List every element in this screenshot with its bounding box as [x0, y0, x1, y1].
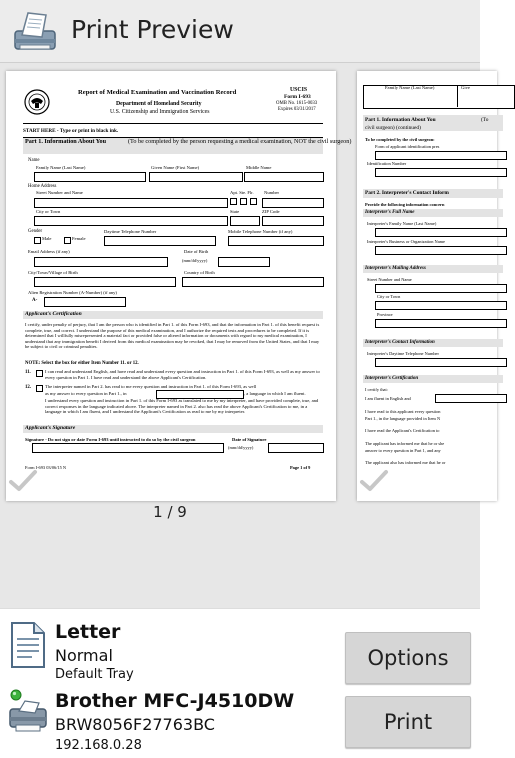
agency: Department of Homeland Security [116, 101, 202, 107]
dob-format: (mm/dd/yyyy) [182, 258, 208, 263]
signature-title: Applicant's Signature [25, 425, 76, 431]
item12-checkbox[interactable] [36, 385, 43, 392]
printer-id: BRW8056F27763BC [55, 715, 215, 734]
daytime-phone-field[interactable] [104, 236, 216, 246]
p2-int-cert: Interpreter's Certification [365, 376, 419, 381]
paper-size: Letter [55, 621, 121, 643]
label-street: Street Number and Name [36, 190, 83, 195]
cert-title: Applicant's Certification [25, 311, 82, 317]
cert-paragraph: I certify, under penalty of perjury, that I am the person who is identified in Part 1. of this Form I-693, and that the information in Part 1. of this benefit request is complete, true, and correct. I understand the purpose of this medical examination, and I authorize the required tests and procedures to be completed. If it is determined that I willfully misrepresented a material fact or provided false or altered information or documents with regard to my medical examination, I understand that any immigration benefit I derived from this medical examination may be revoked, that I may be removed from the United States, and that I may be subject to civil or criminal penalties. [25, 322, 320, 350]
label-state: State [230, 209, 240, 214]
printer-paper-icon [12, 9, 58, 53]
print-button[interactable]: Print [345, 696, 471, 748]
label-date-signature: Date of Signature [232, 437, 267, 442]
item11-checkbox[interactable] [36, 370, 43, 377]
print-quality: Normal [55, 646, 113, 665]
label-family-name: Family Name (Last Name) [36, 165, 86, 170]
signature-field[interactable] [32, 443, 224, 453]
p2-fluent: I am fluent in English and [365, 396, 411, 401]
dhs-seal-icon [24, 89, 50, 115]
female-checkbox[interactable] [64, 237, 71, 244]
label-apt: Apt. Ste. Flr. [230, 190, 254, 195]
label-mobile-phone: Mobile Telephone Number (if any) [228, 229, 293, 234]
page-title: Print Preview [71, 15, 234, 44]
label-country-birth: Country of Birth [184, 270, 215, 275]
form-number: Form I-693 [284, 94, 311, 100]
p2-civil: civil surgeon) (continued) [365, 125, 421, 131]
city-field[interactable] [34, 216, 228, 226]
start-here: START HERE - Type or print in black ink. [23, 128, 119, 134]
a-prefix: A- [32, 298, 38, 303]
label-zip: ZIP Code [262, 209, 280, 214]
male-checkbox[interactable] [34, 237, 41, 244]
state-field[interactable] [230, 216, 260, 226]
part1-title: Part 1. Information About You [25, 138, 107, 145]
p2-informed1: The applicant has informed me that he or she [365, 441, 445, 446]
p2-city: City or Town [377, 294, 401, 299]
item12-line1: The interpreter named in Part 2. has read to me every question and instruction in Part 1. of this Form I-693, as well [45, 384, 257, 389]
p2-part1-note: (To [481, 117, 489, 123]
options-button[interactable]: Options [345, 632, 471, 684]
p2-int-family: Interpreter's Family Name (Last Name) [367, 221, 437, 226]
p2-int-business: Interpreter's Business or Organization Name [367, 239, 446, 244]
item12-line3: , a language in which I am fluent. [244, 391, 306, 396]
number-field[interactable] [262, 198, 324, 208]
preview-area[interactable] [0, 63, 489, 608]
p2-read-every: I have read to this applicant every question [365, 409, 441, 414]
p2-part1-title: Part 1. Information About You [365, 117, 436, 123]
part1-note: (To be completed by the person requesting a medical examination, NOT the civil surgeon) [128, 138, 352, 145]
p2-informed3: The applicant also has informed me that he or [365, 460, 446, 465]
item13-label: Signature - Do not sign or date Form I-693 until instructed to do so by the civil surgeon [25, 437, 196, 442]
p2-part1-in: Part 1., in the language provided in Item N [365, 416, 441, 421]
middle-name-field[interactable] [244, 172, 324, 182]
label-number: Number [264, 190, 280, 195]
printer-name: Brother MFC-J4510DW [55, 690, 295, 712]
p2-item14a: Form of applicant identification pres [375, 144, 440, 149]
flr-checkbox[interactable] [250, 198, 257, 205]
footer-right: Page 1 of 9 [290, 465, 311, 470]
p2-informed2: answer to every question in Part 1, and any [365, 448, 441, 453]
p2-part2-sub: Provide the following information concern [365, 202, 445, 207]
label-dob: Date of Birth [184, 249, 209, 254]
p2-item14: To be completed by the civil surgeon: [365, 137, 435, 142]
date-signature-field[interactable] [268, 443, 324, 453]
paper-tray: Default Tray [55, 667, 134, 682]
item11-text: I can read and understand English, and have read and understand every question and instruction in Part 1. of this Form I-693, as well as my answer to every question in Part 1. I have read and understand the above Applicant's Certification. [45, 369, 320, 380]
uscis-label: USCIS [290, 87, 308, 93]
dob-field[interactable] [218, 257, 270, 267]
form-title: Report of Medical Examination and Vaccination Record [78, 89, 237, 96]
p2-part2-title: Part 2. Interpreter's Contact Inform [365, 190, 449, 196]
p2-read-cert: I have read the Applicant's Certification to [365, 428, 440, 433]
item12-text: I understand every question and instruction in Part 1. of this Form I-693 as translated to me by my interpreter, and have provided complete, true, and correct responses in the language indicated above. The interpreter named in Part 2. also has read the above Applicant's Certification to me, in a language in which I am fluent, and I understand the Applicant's Certification as read to me by my interpreter. [45, 398, 319, 415]
mobile-phone-field[interactable] [228, 236, 324, 246]
footer-left: Form I-693 03/06/15 N [25, 465, 67, 470]
label-gender: Gender [28, 229, 43, 234]
page-selected-check-icon[interactable] [8, 469, 38, 493]
label-city: City or Town [36, 209, 61, 214]
expiry: Expires 03/31/2017 [278, 107, 316, 112]
print-settings-panel [0, 608, 480, 758]
p2-mailing: Interpreter's Mailing Address [365, 266, 426, 271]
p2-given: Give [461, 85, 470, 90]
street-field[interactable] [34, 198, 228, 208]
email-field[interactable] [34, 257, 168, 267]
apt-checkbox[interactable] [230, 198, 237, 205]
zip-field[interactable] [262, 216, 324, 226]
label-male: Male [42, 236, 52, 241]
label-daytime-phone: Daytime Telephone Number [104, 229, 157, 234]
label-home-address: Home Address [28, 184, 57, 189]
city-birth-field[interactable] [34, 277, 176, 287]
p2-street: Street Number and Name [367, 277, 412, 282]
preview-page-2[interactable] [357, 71, 497, 501]
paper-document-icon [8, 621, 48, 669]
note-text: NOTE: Select the box for either Item Number 11. or 12. [25, 361, 139, 366]
label-female: Female [72, 236, 86, 241]
family-name-field[interactable] [34, 172, 146, 182]
p2-daytime: Interpreter's Daytime Telephone Number [367, 351, 439, 356]
printer-ip: 192.168.0.28 [55, 738, 142, 753]
p2-item14b: Identification Number [367, 161, 407, 166]
p2-int-full-name: Interpreter's Full Name [365, 210, 415, 215]
label-given-name: Given Name (First Name) [151, 165, 200, 170]
ste-checkbox[interactable] [240, 198, 247, 205]
p2-certify: I certify that: [365, 387, 388, 392]
sub-agency: U.S. Citizenship and Immigration Services [110, 109, 210, 115]
label-name: Name [28, 158, 40, 163]
country-birth-field[interactable] [182, 277, 324, 287]
label-middle-name: Middle Name [246, 165, 272, 170]
preview-page-1[interactable]: Report of Medical Examination and Vaccination Record Department of Homeland Security U.S. Citizenship and Immigration Services USCIS Form I-693 OMB No. 1615-0033 Expires 03/31/2017 START HERE - Type or print in black ink. Part 1. Information About You (To be completed by the person requesting a medical examination, NOT the civil surgeon) Name Family Name (Last Name) Given Name (First Name) Middle Name Home Address Street Number and Name Apt. Ste. Flr. Number City or Town State ZIP Code Gender Male Female Daytime Telephone Number Mobile Telephone Number (if any) Email Address (if any) Date of Birth (mm/dd/yyyy) City/Town/Village of Birth Country of Birth Alien Registration Number (A-Number) (if any) A- Applicant's Certification I certify, under penalty of perjury, that I am the person who is identified in Part 1. of this Form I-693, and that the information in Part 1. of this benefit request is complete, true, and correct. I understand the purpose of this medical examination, and I authorize the required tests and procedures to be completed. If it is determined that I willfully misrepresented a material fact or provided false or altered information or documents with regard to my medical examination, I understand that any immigration benefit I derived from this medical examination may be revoked, that I may be removed from the United States, and that I may be subject to civil or criminal penalties. NOTE: Select the box for either Item Number 11. or 12. 11. I can read and understand English, and have read and understand every question and instruction in Part 1. of this Form I-693, as well as my answer to every question in Part 1. I have read and understand the above Applicant's Certification. 12. The interpreter named in Part 2. has read to me every question and instruction in Part 1. of this Form I-693, as well as my answer to every question in Part 1., in , a language in which I am fluent. I understand every question and instruction in Part 1. of this Form I-693 as translated to me by my interpreter, and have provided complete, true, and correct responses in the language indicated above. The interpreter named in Part 2. also has read the above Applicant's Certification to me, in a language in which I am fluent, and I understand the Applicant's Certification as read to me by my interpreter. Applicant's Signature Signature - Do not sign or date Form I-693 until instructed to do so by the civil surgeon Date of Signature (mm/dd/yyyy) Form I-693 03/06/15 N Page 1 of 9 [6, 71, 336, 501]
omb-number: OMB No. 1615-0033 [276, 101, 318, 106]
label-city-birth: City/Town/Village of Birth [28, 270, 78, 275]
item12-line2: as my answer to every question in Part 1., in [45, 391, 127, 396]
app-bar [0, 0, 480, 63]
page-indicator: 1 / 9 [153, 503, 187, 521]
printer-icon [7, 689, 49, 735]
p2-contact: Interpreter's Contact Information [365, 340, 435, 345]
alien-number-field[interactable] [44, 297, 126, 307]
page-2-check-icon[interactable] [359, 469, 389, 493]
label-email: Email Address (if any) [28, 249, 70, 254]
given-name-field[interactable] [149, 172, 243, 182]
p2-province: Province [377, 312, 393, 317]
label-alien-number: Alien Registration Number (A-Number) (if any) [28, 290, 117, 295]
p2-family-name: Family Name (Last Name) [385, 85, 435, 90]
